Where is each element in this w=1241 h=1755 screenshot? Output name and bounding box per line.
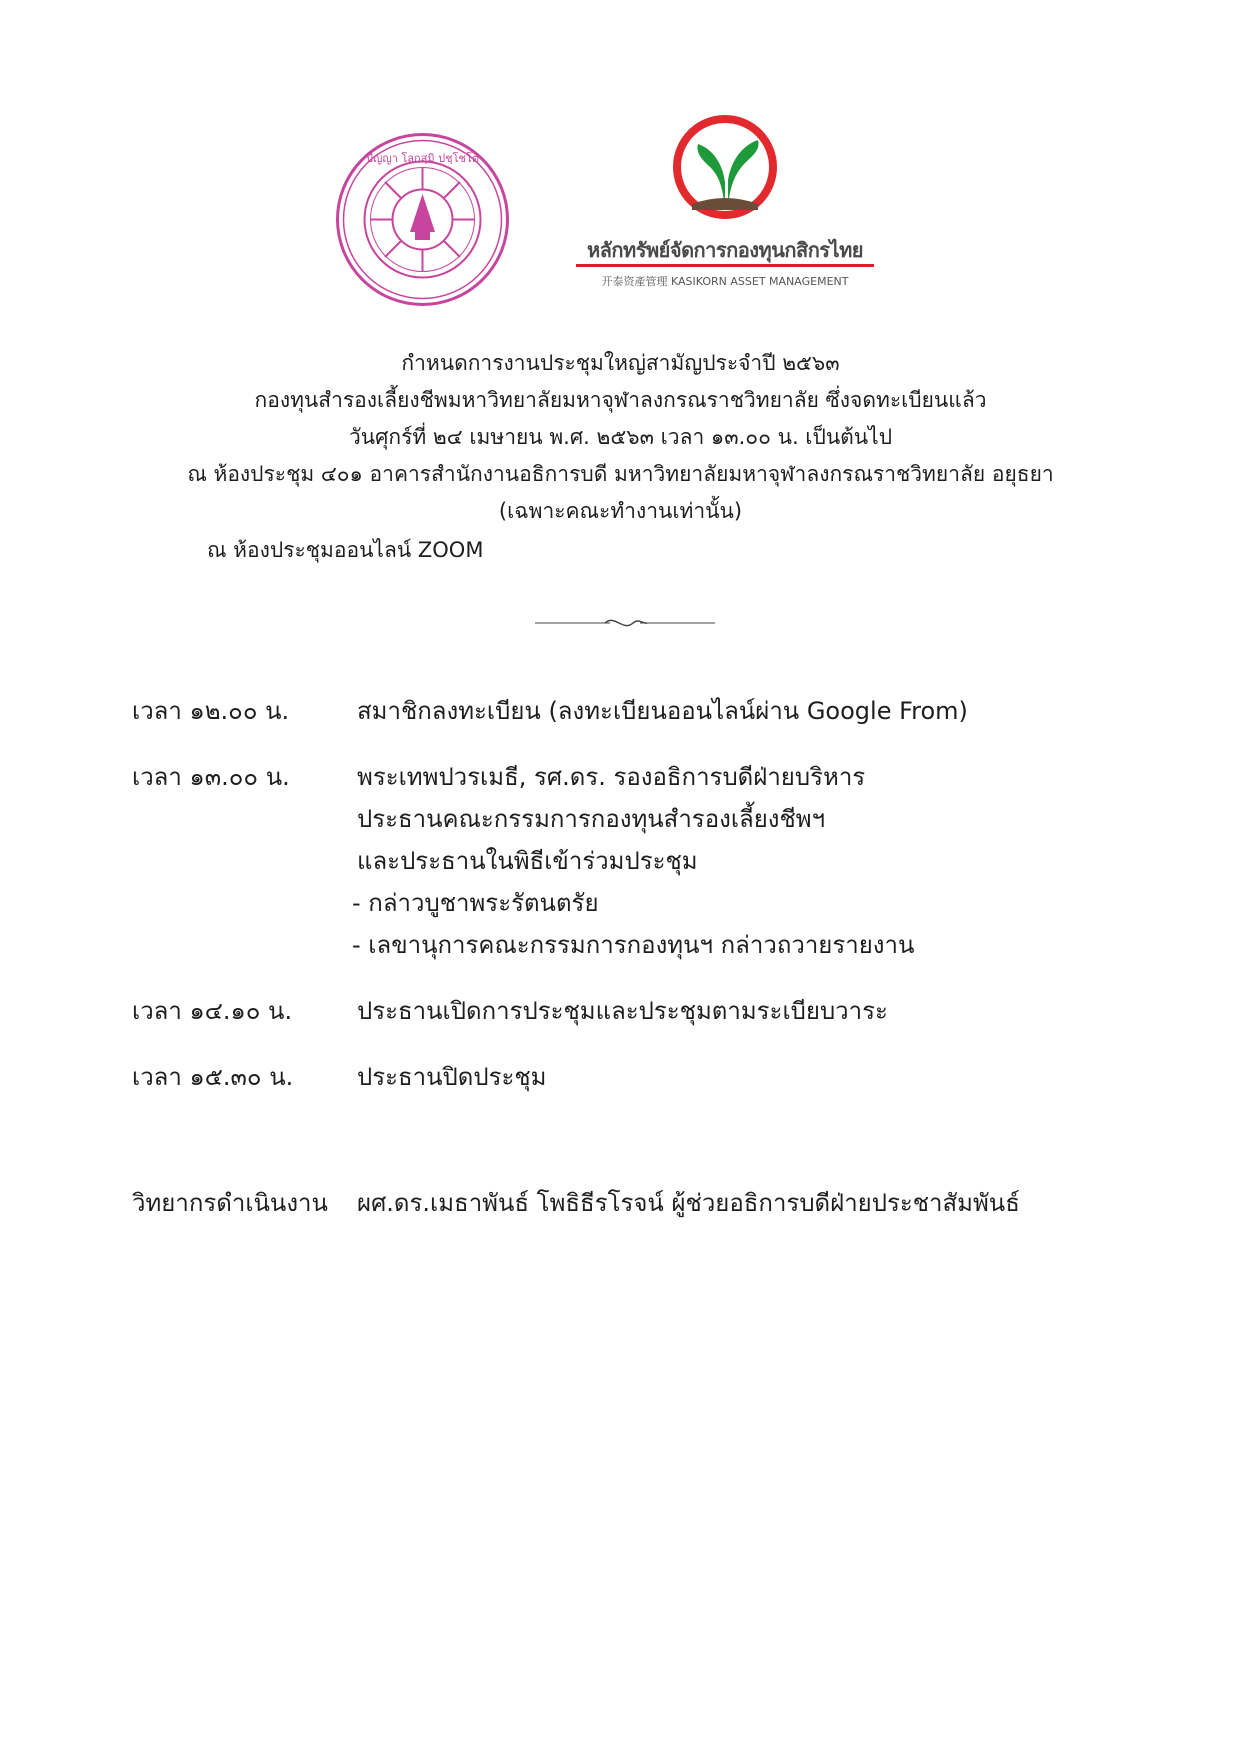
university-seal-logo xyxy=(335,132,510,307)
ornamental-divider xyxy=(535,612,715,634)
schedule-time-1: เวลา ๑๒.๐๐ น. xyxy=(132,697,290,725)
kasikorn-asset-logo xyxy=(570,112,880,298)
moderator-name: ผศ.ดร.เมธาพันธ์ โพธิธีรโรจน์ ผู้ช่วยอธิการบดีฝ่ายประชาสัมพันธ์ xyxy=(357,1189,1020,1217)
schedule-time-3: เวลา ๑๔.๑๐ น. xyxy=(132,997,293,1025)
agenda-header xyxy=(0,345,1241,530)
seal-motto: ปัญญา โลกสฺมิ ปชฺโชโต xyxy=(365,152,480,165)
schedule-item-2-bullet-2: - เลขานุการคณะกรรมการกองทุนฯ กล่าวถวายรายงาน xyxy=(352,931,915,959)
agenda-title: กำหนดการงานประชุมใหญ่สามัญประจำปี ๒๕๖๓ xyxy=(401,351,840,375)
online-venue: ณ ห้องประชุมออนไลน์ ZOOM xyxy=(207,538,484,562)
schedule-item-4: ประธานปิดประชุม xyxy=(357,1063,547,1091)
schedule-item-3: ประธานเปิดการประชุมและประชุมตามระเบียบวาระ xyxy=(357,997,888,1025)
kasikorn-thai-name: หลักทรัพย์จัดการกองทุนกสิกรไทย xyxy=(586,238,864,262)
meeting-date: วันศุกร์ที่ ๒๔ เมษายน พ.ศ. ๒๕๖๓ เวลา ๑๓.๐๐ น. เป็นต้นไป xyxy=(348,425,893,449)
venue-note: (เฉพาะคณะทำงานเท่านั้น) xyxy=(498,499,743,523)
schedule-item-2-bullet-1: - กล่าวบูชาพระรัตนตรัย xyxy=(352,889,599,917)
schedule-item-2-line-1: พระเทพปวรเมธี, รศ.ดร. รองอธิการบดีฝ่ายบริหาร xyxy=(357,763,866,791)
schedule-time-4: เวลา ๑๕.๓๐ น. xyxy=(132,1063,294,1091)
schedule-item-2-line-2: ประธานคณะกรรมการกองทุนสำรองเลี้ยงชีพฯ xyxy=(357,805,826,833)
kasikorn-english-name: 开泰资產管理 KASIKORN ASSET MANAGEMENT xyxy=(601,275,849,288)
schedule-time-2: เวลา ๑๓.๐๐ น. xyxy=(132,763,290,791)
moderator-label: วิทยากรดำเนินงาน xyxy=(132,1189,328,1217)
meeting-venue: ณ ห้องประชุม ๔๐๑ อาคารสำนักงานอธิการบดี มหาวิทยาลัยมหาจุฬาลงกรณราชวิทยาลัย อยุธยา xyxy=(187,462,1054,486)
kasikorn-leaf-icon xyxy=(570,112,880,232)
schedule-item-1: สมาชิกลงทะเบียน (ลงทะเบียนออนไลน์ผ่าน Google From) xyxy=(357,697,968,725)
fund-name: กองทุนสำรองเลี้ยงชีพมหาวิทยาลัยมหาจุฬาลงกรณราชวิทยาลัย ซึ่งจดทะเบียนแล้ว xyxy=(254,388,987,412)
kasikorn-red-rule xyxy=(576,264,874,267)
schedule-item-2-line-3: และประธานในพิธีเข้าร่วมประชุม xyxy=(357,847,698,875)
